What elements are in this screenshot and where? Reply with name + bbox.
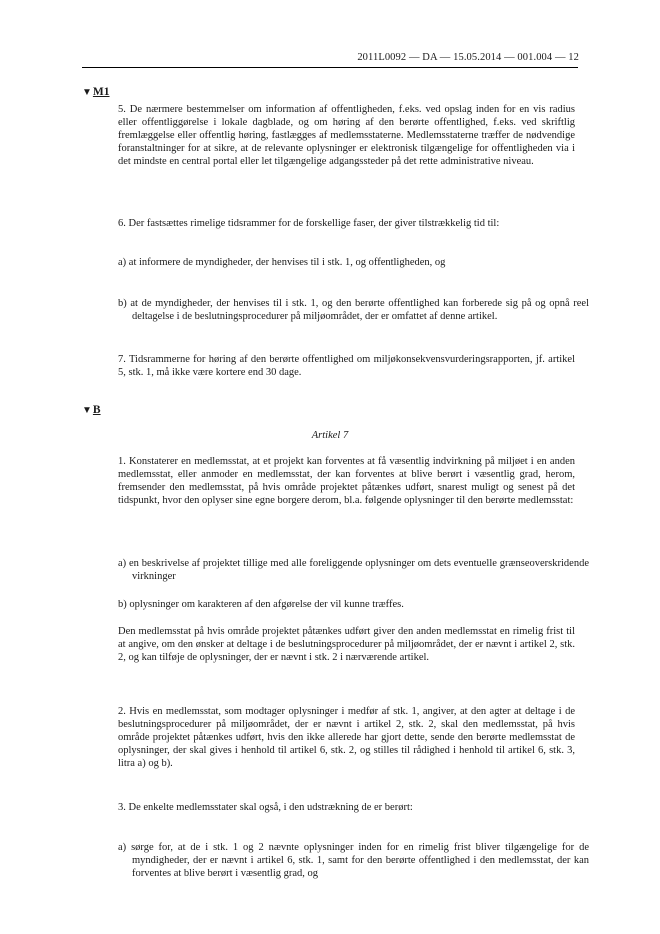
paragraph-6-item-a: a) at informere de myndigheder, der henvises til i stk. 1, og offentligheden, og <box>118 257 446 268</box>
article-7-paragraph-3: 3. De enkelte medlemsstater skal også, i den udstrækning de er berørt: <box>118 802 413 813</box>
triangle-down-icon: ▼ <box>82 87 92 98</box>
article-7-paragraph-1-item-b: b) oplysninger om karakteren af den afgørelse der vil kunne træffes. <box>118 599 404 610</box>
triangle-down-icon: ▼ <box>82 405 92 416</box>
amendment-marker-m1 <box>82 86 110 98</box>
document-reference: 2011L0092 — DA — 15.05.2014 — 001.004 — 12 <box>357 52 579 63</box>
article-title: Artikel 7 <box>311 430 349 441</box>
paragraph-6-item-b: b) at de myndigheder, der henvises til i stk. 1, og den berørte offentlighed kan forberede sig på og opnå reel deltagelse i de beslutningsprocedurer på miljøområdet, der er omfattet af denne artikel. <box>118 298 589 322</box>
article-7-paragraph-1-continuation: Den medlemsstat på hvis område projektet påtænkes udført giver den anden medlemsstat en rimelig frist til at angive, om den ønsker at deltage i de beslutningsprocedurer på miljøområdet, der er nævnt i artikel 2, stk. 2, og kan tilføje de oplysninger, der er nævnt i stk. 2 i nærværende artikel. <box>118 626 575 663</box>
paragraph-7: 7. Tidsrammerne for høring af den berørte offentlighed om miljøkonsekvensvurderingsrapporten, jf. artikel 5, stk. 1, må ikke være kortere end 30 dage. <box>118 354 575 378</box>
article-7-paragraph-1-item-a: a) en beskrivelse af projektet tillige med alle foreliggende oplysninger om dets eventuelle grænseoverskridende virkninger <box>118 558 589 582</box>
amendment-marker-b <box>82 404 101 416</box>
article-7-paragraph-2: 2. Hvis en medlemsstat, som modtager oplysninger i medfør af stk. 1, angiver, at den agter at deltage i de beslutningsprocedurer på miljøområdet, der er nævnt i artikel 2, stk. 2, skal den medlemsstat, på hvis område projektet påtænkes udført, hvis den ikke allerede har gjort dette, sende den berørte medlemsstat de oplysninger, der skal gives i henhold til artikel 6, stk. 2, og stilles til rådighed i henhold til artikel 6, stk. 3, litra a) og b). <box>118 706 575 769</box>
marker-label: M1 <box>92 86 110 98</box>
paragraph-5: 5. De nærmere bestemmelser om information af offentligheden, f.eks. ved opslag inden for en vis radius eller offentliggørelse i lokale dagblade, og om høring af den berørte offentlighed, f.eks. ved skriftlig fremlæggelse eller offentlig høring, fastlægges af medlemsstaterne. Medlemsstaterne træffer de nødvendige foranstaltninger for at sikre, at de relevante oplysninger er elektronisk tilgængelige for offentligheden via i det mindste en central portal eller let tilgængelige adgangssteder på det rette administrative niveau. <box>118 104 575 167</box>
article-7-paragraph-3-item-a: a) sørge for, at de i stk. 1 og 2 nævnte oplysninger inden for en rimelig frist bliver tilgængelige for de myndigheder, der er nævnt i artikel 6, stk. 1, samt for den berørte offentlighed i den medlemsstat, der kan forventes at blive berørt i væsentlig grad, og <box>118 842 589 879</box>
paragraph-6: 6. Der fastsættes rimelige tidsrammer for de forskellige faser, der giver tilstrækkelig tid til: <box>118 218 500 229</box>
header-divider <box>82 67 578 68</box>
article-7-paragraph-1: 1. Konstaterer en medlemsstat, at et projekt kan forventes at få væsentlig indvirkning på miljøet i en anden medlemsstat, eller anmoder en medlemsstat, der kan forventes at blive berørt i væsentlig grad, herom, fremsender den medlemsstat, på hvis område projektet påtænkes udført, snarest muligt og senest på det tidspunkt, hvor den oplyser sine egne borgere derom, bl.a. følgende oplysninger til den berørte medlemsstat: <box>118 456 575 506</box>
marker-label: B <box>92 404 101 416</box>
